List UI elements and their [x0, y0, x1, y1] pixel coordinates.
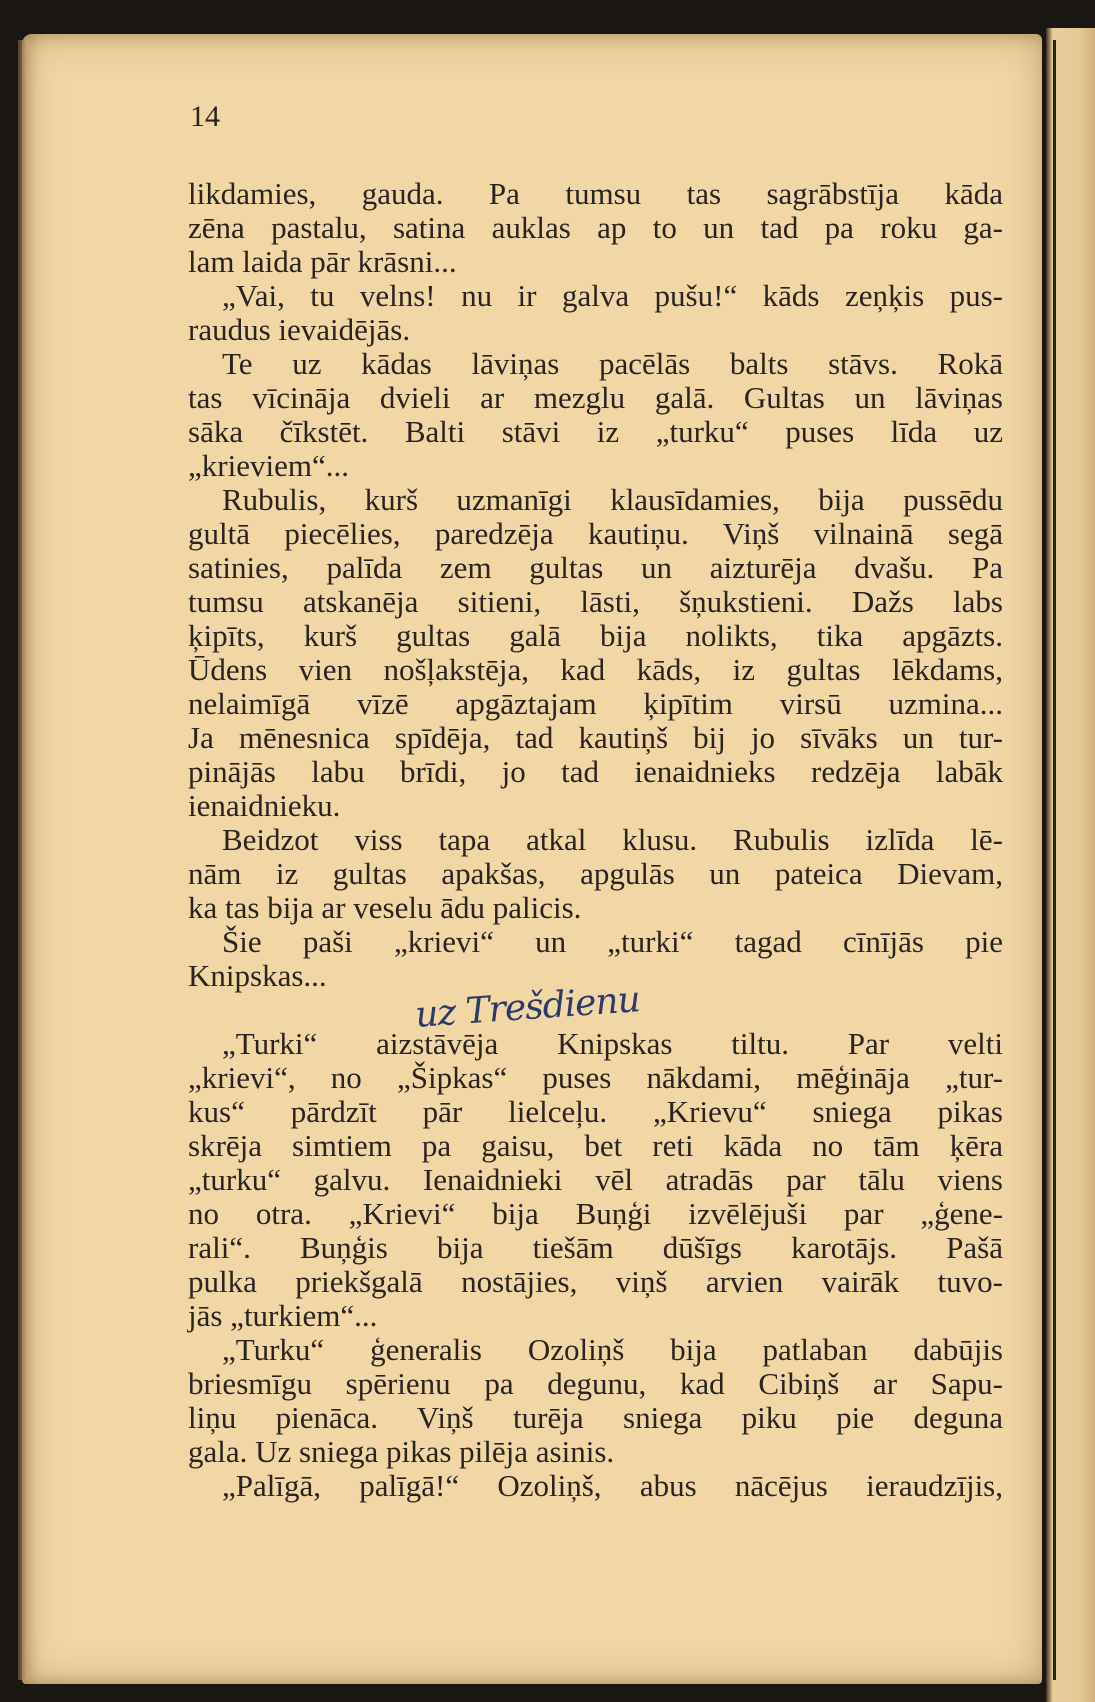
text-line: pulka priekšgalā nostājies, viņš arvien vairāk tuvo-	[188, 1264, 1003, 1299]
text-line: lam laida pār krāsni...	[188, 244, 457, 279]
text-line: Te uz kādas lāviņas pacēlās balts stāvs. Rokā	[222, 346, 1003, 381]
body-text	[188, 177, 1003, 1503]
text-line: raudus ievaidējās.	[188, 312, 411, 347]
text-line: pinājās labu brīdi, jo tad ienaidnieks redzēja labāk	[188, 754, 1003, 789]
text-line: likdamies, gauda. Pa tumsu tas sagrābstīja kāda	[188, 176, 1003, 211]
text-line: jās „turkiem“...	[188, 1298, 378, 1333]
text-line: „krieviem“...	[188, 448, 349, 483]
text-line: rali“. Buņģis bija tiešām dūšīgs karotājs. Pašā	[188, 1230, 1003, 1265]
text-line: tumsu atskanēja sitieni, lāsti, šņukstieni. Dažs labs	[188, 584, 1003, 619]
text-line: Knipskas...	[188, 958, 327, 993]
text-line: ienaidnieku.	[188, 788, 341, 823]
text-line: nām iz gultas apakšas, apgulās un pateica Dievam,	[188, 856, 1003, 891]
text-line: ka tas bija ar veselu ādu palicis.	[188, 890, 582, 925]
text-line: „Turki“ aizstāvēja Knipskas tiltu. Par velti	[222, 1026, 1003, 1061]
text-line: Rubulis, kurš uzmanīgi klausīdamies, bija pussēdu	[222, 482, 1003, 517]
spine-fold-line	[1053, 40, 1056, 1680]
text-line: „Turku“ ģeneralis Ozoliņš bija patlaban dabūjis	[222, 1332, 1003, 1367]
text-line: no otra. „Krievi“ bija Buņģi izvēlējuši par „ģene-	[188, 1196, 1003, 1231]
text-line: „turku“ galvu. Ienaidnieki vēl atradās par tālu viens	[188, 1162, 1003, 1197]
text-line: tas vīcināja dvieli ar mezglu galā. Gultas un lāviņas	[188, 380, 1003, 415]
text-line: Šie paši „krievi“ un „turki“ tagad cīnījās pie	[222, 924, 1003, 959]
text-line: „Vai, tu velns! nu ir galva pušu!“ kāds zeņķis pus-	[222, 278, 1003, 313]
text-line: „Palīgā, palīgā!“ Ozoliņš, abus nācējus ieraudzījis,	[222, 1468, 1003, 1503]
text-line: liņu pienāca. Viņš turēja sniega piku pie deguna	[188, 1400, 1003, 1435]
text-line: kus“ pārdzīt pār lielceļu. „Krievu“ sniega pikas	[188, 1094, 1003, 1129]
text-line: skrēja simtiem pa gaisu, bet reti kāda no tām ķēra	[188, 1128, 1003, 1163]
text-line: nelaimīgā vīzē apgāztajam ķipītim virsū uzmina...	[188, 686, 1003, 721]
text-line: gultā piecēlies, paredzēja kautiņu. Viņš vilnainā segā	[188, 516, 1003, 551]
text-line: Ūdens vien nošļakstēja, kad kāds, iz gultas lēkdams,	[188, 652, 1003, 687]
text-line: Beidzot viss tapa atkal klusu. Rubulis izlīda lē-	[222, 822, 1003, 857]
page-number: 14	[190, 100, 220, 133]
text-line: ķipīts, kurš gultas galā bija nolikts, tika apgāzts.	[188, 618, 1003, 653]
text-line: satinies, palīda zem gultas un aizturēja dvašu. Pa	[188, 550, 1003, 585]
handwritten-note: uz Trešdienu	[413, 979, 641, 1036]
page-left-edge	[18, 40, 28, 1680]
text-line: sāka čīkstēt. Balti stāvi iz „turku“ puses līda uz	[188, 414, 1003, 449]
text-line: „krievi“, no „Šipkas“ puses nākdami, mēģināja „tur-	[188, 1060, 1003, 1095]
text-line: zēna pastalu, satina auklas ap to un tad pa roku ga-	[188, 210, 1003, 245]
text-line: gala. Uz sniega pikas pilēja asinis.	[188, 1434, 615, 1469]
text-line: briesmīgu spērienu pa degunu, kad Cibiņš ar Sapu-	[188, 1366, 1003, 1401]
text-line: Ja mēnesnica spīdēja, tad kautiņš bij jo sīvāks un tur-	[188, 720, 1003, 755]
